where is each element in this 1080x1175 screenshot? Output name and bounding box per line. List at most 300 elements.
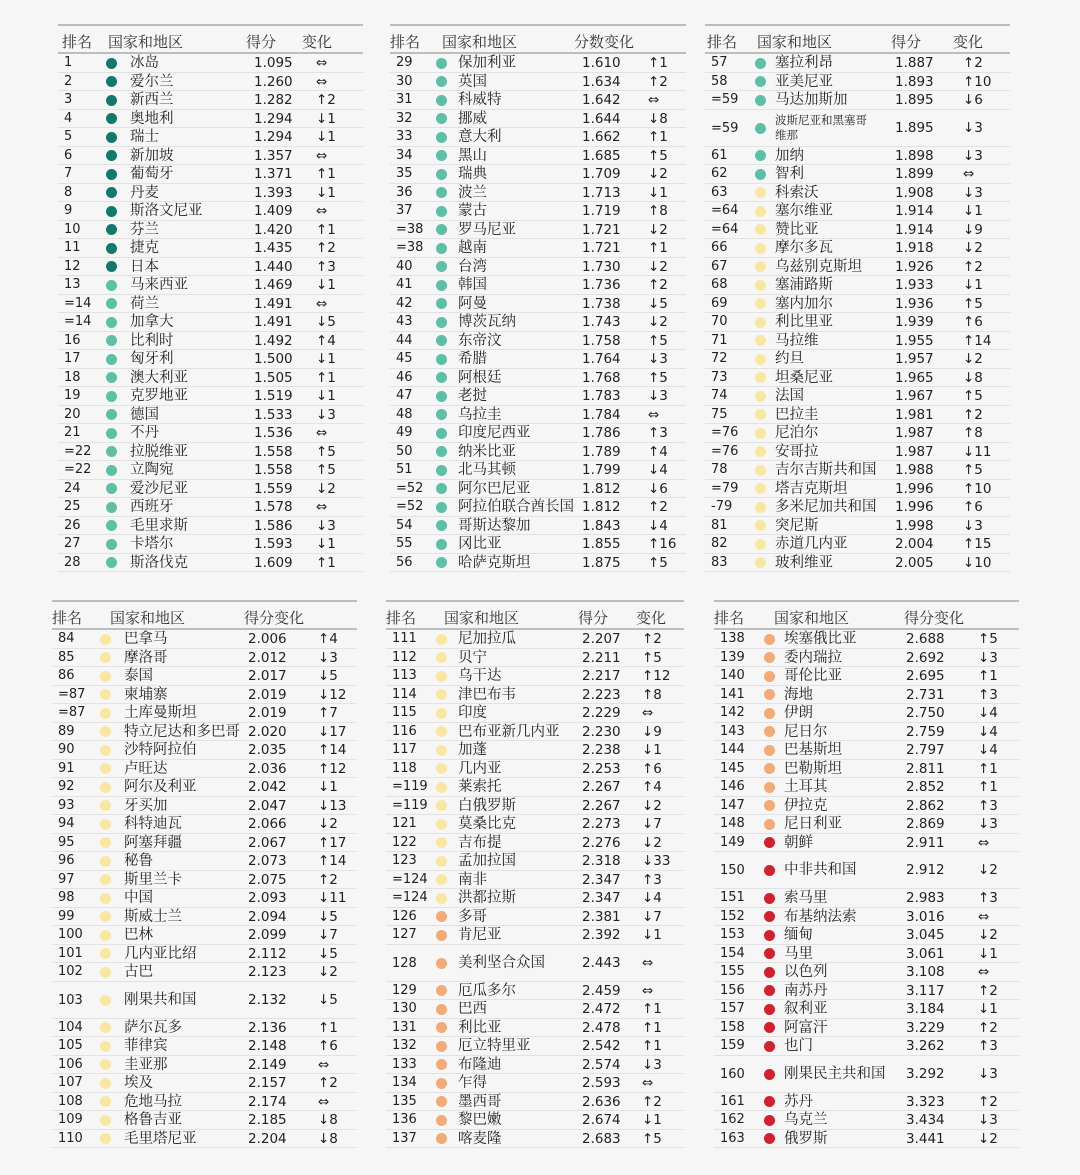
score-cell: 1.887 bbox=[895, 55, 934, 71]
score-cell: 1.491 bbox=[254, 295, 293, 312]
country-name-cell: 也门 bbox=[784, 1038, 813, 1054]
country-name-cell: 肯尼亚 bbox=[458, 927, 502, 943]
rank-cell: 7 bbox=[64, 166, 73, 181]
country-name-cell: 赞比亚 bbox=[775, 221, 819, 238]
rank-cell: 43 bbox=[396, 314, 413, 329]
table-row bbox=[714, 1000, 1019, 1019]
country-name-cell: 塞内加尔 bbox=[775, 295, 833, 312]
country-name-cell: 科特迪瓦 bbox=[124, 816, 182, 832]
country-name-cell: 老挝 bbox=[458, 388, 487, 404]
ranking-table-2 bbox=[390, 24, 686, 572]
rank-change-cell: ↓3 bbox=[963, 119, 983, 136]
score-cell: 2.207 bbox=[582, 631, 621, 647]
score-cell: 2.066 bbox=[248, 816, 287, 832]
table-row bbox=[52, 1111, 357, 1130]
rank-change-cell: ⇔ bbox=[316, 147, 328, 164]
peace-level-dot-icon bbox=[436, 169, 447, 180]
header-country: 国家和地区 bbox=[774, 609, 850, 627]
peace-level-dot-icon bbox=[436, 634, 447, 645]
table-row bbox=[390, 387, 686, 406]
rank-cell: 41 bbox=[396, 277, 413, 292]
rank-cell: =14 bbox=[64, 314, 92, 329]
peace-level-dot-icon bbox=[106, 169, 117, 180]
table-row bbox=[714, 1093, 1019, 1112]
peace-level-dot-icon bbox=[755, 335, 766, 346]
country-name-cell: 巴西 bbox=[458, 1001, 487, 1017]
country-name-cell: 斯威士兰 bbox=[124, 908, 182, 925]
table-row bbox=[386, 686, 684, 705]
table-body bbox=[52, 630, 357, 1148]
score-cell: 2.132 bbox=[248, 991, 287, 1008]
rank-change-cell: ↑1 bbox=[316, 166, 336, 182]
score-cell: 3.229 bbox=[906, 1019, 945, 1036]
country-name-cell: 尼加拉瓜 bbox=[458, 631, 516, 647]
peace-level-dot-icon bbox=[106, 58, 117, 69]
rank-change-cell: ↓3 bbox=[648, 388, 668, 404]
rank-cell: =76 bbox=[711, 425, 739, 440]
table-row bbox=[705, 461, 1010, 480]
rank-cell: 96 bbox=[58, 853, 75, 868]
peace-level-dot-icon bbox=[436, 763, 447, 774]
table-row bbox=[714, 908, 1019, 927]
country-name-cell: 德国 bbox=[130, 406, 159, 423]
peace-level-dot-icon bbox=[436, 689, 447, 700]
table-row bbox=[58, 202, 363, 221]
rank-change-cell: ↓13 bbox=[318, 797, 347, 814]
country-name-cell: 津巴布韦 bbox=[458, 686, 516, 703]
country-name-cell: 捷克 bbox=[130, 240, 159, 256]
score-cell: 1.721 bbox=[582, 221, 621, 238]
table-row bbox=[58, 165, 363, 184]
header-country: 国家和地区 bbox=[757, 33, 833, 51]
rank-cell: 44 bbox=[396, 332, 413, 348]
score-cell: 1.558 bbox=[254, 462, 293, 478]
rank-change-cell: ↓4 bbox=[978, 742, 998, 758]
peace-level-dot-icon bbox=[436, 745, 447, 756]
peace-level-dot-icon bbox=[100, 967, 111, 978]
rank-cell: 36 bbox=[396, 184, 413, 200]
country-name-cell: 罗马尼亚 bbox=[458, 221, 516, 238]
table-row bbox=[390, 350, 686, 369]
header-rank: 排名 bbox=[714, 609, 745, 627]
rank-change-cell: ↑1 bbox=[318, 1019, 338, 1036]
table-row bbox=[390, 258, 686, 277]
peace-level-dot-icon bbox=[436, 1133, 447, 1144]
peace-level-dot-icon bbox=[436, 95, 447, 106]
country-name-cell: 新西兰 bbox=[130, 92, 174, 108]
table-row bbox=[386, 945, 684, 982]
peace-level-dot-icon bbox=[755, 187, 766, 198]
header-rank: 排名 bbox=[62, 33, 93, 51]
peace-level-dot-icon bbox=[755, 539, 766, 550]
table-row bbox=[58, 295, 363, 314]
score-cell: 2.230 bbox=[582, 723, 621, 740]
rank-cell: 126 bbox=[392, 908, 417, 924]
table-row bbox=[386, 815, 684, 834]
peace-level-dot-icon bbox=[106, 354, 117, 365]
rank-cell: 98 bbox=[58, 890, 75, 905]
rank-change-cell: ↑12 bbox=[642, 668, 671, 684]
table-row bbox=[705, 332, 1010, 351]
rank-change-cell: ↓4 bbox=[648, 517, 668, 534]
rank-cell: 17 bbox=[64, 351, 81, 366]
peace-level-dot-icon bbox=[764, 745, 775, 756]
ranking-table-4 bbox=[52, 600, 357, 1148]
rank-change-cell: ↑5 bbox=[978, 631, 998, 647]
peace-level-dot-icon bbox=[755, 391, 766, 402]
peace-level-dot-icon bbox=[436, 502, 447, 513]
score-cell: 2.347 bbox=[582, 890, 621, 906]
header-score: 得分 bbox=[891, 33, 922, 51]
score-cell: 1.440 bbox=[254, 258, 293, 275]
peace-level-dot-icon bbox=[100, 1115, 111, 1126]
rank-change-cell: ↓1 bbox=[316, 110, 336, 127]
rank-change-cell: ↑16 bbox=[648, 536, 677, 552]
peace-level-dot-icon bbox=[436, 335, 447, 346]
rank-cell: 32 bbox=[396, 110, 413, 126]
rank-change-cell: ↓8 bbox=[963, 369, 983, 386]
table-body bbox=[714, 630, 1019, 1148]
peace-level-dot-icon bbox=[764, 1069, 775, 1080]
peace-level-dot-icon bbox=[436, 837, 447, 848]
country-name-cell: 泰国 bbox=[124, 668, 153, 684]
country-name-cell: 斯洛文尼亚 bbox=[130, 203, 203, 219]
rank-cell: 69 bbox=[711, 295, 728, 311]
peace-level-dot-icon bbox=[764, 1096, 775, 1107]
table-row bbox=[386, 871, 684, 890]
rank-cell: =14 bbox=[64, 295, 92, 311]
rank-change-cell: ↑2 bbox=[648, 73, 668, 90]
table-row bbox=[705, 276, 1010, 295]
country-name-cell: 意大利 bbox=[458, 129, 502, 145]
header-country: 国家和地区 bbox=[444, 609, 520, 627]
table-row bbox=[714, 1111, 1019, 1130]
rank-change-cell: ↑2 bbox=[648, 277, 668, 293]
header-score: 得分变化 bbox=[244, 609, 305, 627]
peace-level-dot-icon bbox=[764, 819, 775, 830]
table-row bbox=[58, 498, 363, 517]
table-row bbox=[58, 147, 363, 166]
table-row bbox=[705, 147, 1010, 166]
peace-level-dot-icon bbox=[764, 865, 775, 876]
peace-level-dot-icon bbox=[436, 317, 447, 328]
rank-cell: 29 bbox=[396, 55, 413, 70]
table-row bbox=[714, 723, 1019, 742]
country-name-cell: 亚美尼亚 bbox=[775, 73, 833, 90]
rank-cell: 141 bbox=[720, 686, 745, 702]
header-score: 得分变化 bbox=[904, 609, 965, 627]
score-cell: 1.371 bbox=[254, 166, 293, 182]
table-row bbox=[58, 554, 363, 573]
rank-change-cell: ↓1 bbox=[642, 742, 662, 758]
peace-level-dot-icon bbox=[106, 113, 117, 124]
rank-change-cell: ↑4 bbox=[316, 332, 336, 349]
peace-level-dot-icon bbox=[764, 911, 775, 922]
rank-cell: 158 bbox=[720, 1019, 745, 1035]
score-cell: 1.758 bbox=[582, 332, 621, 349]
peace-level-dot-icon bbox=[764, 967, 775, 978]
rank-cell: 12 bbox=[64, 258, 81, 274]
peace-level-dot-icon bbox=[436, 150, 447, 161]
score-cell: 2.692 bbox=[906, 649, 945, 666]
score-cell: 2.695 bbox=[906, 668, 945, 684]
rank-cell: 107 bbox=[58, 1075, 83, 1090]
table-row bbox=[386, 889, 684, 908]
peace-level-dot-icon bbox=[436, 1022, 447, 1033]
peace-level-dot-icon bbox=[755, 465, 766, 476]
rank-cell: 33 bbox=[396, 129, 413, 144]
country-name-cell: 牙买加 bbox=[124, 797, 168, 814]
country-name-cell: 黎巴嫩 bbox=[458, 1112, 502, 1128]
rank-cell: 136 bbox=[392, 1112, 417, 1127]
table-row bbox=[52, 1056, 357, 1075]
rank-cell: 16 bbox=[64, 332, 81, 348]
rank-cell: 111 bbox=[392, 631, 417, 646]
table-row bbox=[52, 760, 357, 779]
score-cell: 1.294 bbox=[254, 110, 293, 127]
country-name-cell: 黑山 bbox=[458, 147, 487, 164]
peace-level-dot-icon bbox=[436, 958, 447, 969]
rank-cell: =59 bbox=[711, 120, 739, 136]
peace-level-dot-icon bbox=[755, 409, 766, 420]
peace-level-dot-icon bbox=[100, 856, 111, 867]
table-row bbox=[52, 630, 357, 649]
peace-level-dot-icon bbox=[436, 58, 447, 69]
table-row bbox=[390, 128, 686, 147]
peace-level-dot-icon bbox=[106, 539, 117, 550]
peace-level-dot-icon bbox=[106, 261, 117, 272]
table-row bbox=[58, 480, 363, 499]
score-cell: 1.738 bbox=[582, 295, 621, 312]
score-cell: 2.472 bbox=[582, 1001, 621, 1017]
score-cell: 1.895 bbox=[895, 92, 934, 108]
rank-cell: 72 bbox=[711, 351, 728, 366]
rank-cell: 71 bbox=[711, 332, 728, 348]
country-name-cell: 挪威 bbox=[458, 110, 487, 127]
rank-cell: 143 bbox=[720, 723, 745, 739]
table-row bbox=[705, 369, 1010, 388]
peace-level-dot-icon bbox=[100, 634, 111, 645]
table-row bbox=[58, 406, 363, 425]
peace-level-dot-icon bbox=[436, 409, 447, 420]
country-name-cell: 芬兰 bbox=[130, 221, 159, 238]
peace-level-dot-icon bbox=[764, 1133, 775, 1144]
rank-cell: 146 bbox=[720, 779, 745, 794]
country-name-cell: 孟加拉国 bbox=[458, 853, 516, 869]
country-name-cell: 爱沙尼亚 bbox=[130, 480, 188, 497]
country-name-cell: 斯里兰卡 bbox=[124, 871, 182, 888]
peace-level-dot-icon bbox=[764, 671, 775, 682]
score-cell: 1.709 bbox=[582, 166, 621, 182]
table-row bbox=[386, 926, 684, 945]
score-cell: 1.519 bbox=[254, 388, 293, 404]
table-row bbox=[390, 554, 686, 573]
score-cell: 2.811 bbox=[906, 760, 945, 777]
country-name-cell: 俄罗斯 bbox=[784, 1130, 828, 1147]
peace-level-dot-icon bbox=[100, 782, 111, 793]
score-cell: 2.073 bbox=[248, 853, 287, 869]
table-row bbox=[58, 54, 363, 73]
rank-cell: 122 bbox=[392, 834, 417, 850]
rank-cell: 18 bbox=[64, 369, 81, 385]
country-name-cell: 格鲁吉亚 bbox=[124, 1112, 182, 1128]
rank-change-cell: ⇔ bbox=[648, 406, 660, 423]
score-cell: 1.533 bbox=[254, 406, 293, 423]
rank-change-cell: ↑2 bbox=[316, 240, 336, 256]
table-row bbox=[390, 535, 686, 554]
rank-change-cell: ⇔ bbox=[316, 425, 328, 441]
rank-cell: 40 bbox=[396, 258, 413, 274]
country-name-cell: 玻利维亚 bbox=[775, 554, 833, 571]
country-name-cell: 保加利亚 bbox=[458, 55, 516, 71]
rank-cell: 118 bbox=[392, 760, 417, 776]
country-name-cell: 利比里亚 bbox=[775, 314, 833, 330]
rank-cell: =124 bbox=[392, 871, 428, 887]
rank-change-cell: ↑3 bbox=[648, 425, 668, 441]
table-row bbox=[52, 778, 357, 797]
rank-change-cell: ↓2 bbox=[642, 797, 662, 814]
score-cell: 1.898 bbox=[895, 147, 934, 164]
table-row bbox=[714, 704, 1019, 723]
rank-change-cell: ↑3 bbox=[978, 686, 998, 703]
score-cell: 1.282 bbox=[254, 92, 293, 108]
peace-level-dot-icon bbox=[100, 1022, 111, 1033]
rank-change-cell: ⇔ bbox=[978, 964, 990, 980]
rank-change-cell: ↓3 bbox=[316, 517, 336, 534]
rank-cell: 26 bbox=[64, 517, 81, 533]
peace-level-dot-icon bbox=[106, 446, 117, 457]
rank-cell: 150 bbox=[720, 863, 745, 878]
peace-level-dot-icon bbox=[100, 911, 111, 922]
country-name-cell: 墨西哥 bbox=[458, 1093, 502, 1110]
rank-cell: 110 bbox=[58, 1130, 83, 1146]
score-cell: 2.750 bbox=[906, 705, 945, 721]
score-cell: 2.042 bbox=[248, 779, 287, 795]
score-cell: 1.981 bbox=[895, 406, 934, 423]
peace-level-dot-icon bbox=[100, 726, 111, 737]
table-row bbox=[58, 258, 363, 277]
country-name-cell: 土耳其 bbox=[784, 779, 828, 795]
score-cell: 2.862 bbox=[906, 797, 945, 814]
rank-change-cell: ⇔ bbox=[642, 982, 654, 999]
rank-change-cell: ↑14 bbox=[318, 853, 347, 869]
rank-change-cell: ↑1 bbox=[316, 221, 336, 238]
peace-level-dot-icon bbox=[436, 819, 447, 830]
rank-change-cell: ⇔ bbox=[642, 954, 654, 971]
rank-cell: 45 bbox=[396, 351, 413, 366]
rank-change-cell: ↓33 bbox=[642, 853, 671, 869]
table-row bbox=[52, 1093, 357, 1112]
rank-change-cell: ↓6 bbox=[963, 92, 983, 108]
country-name-cell: 乌兹别克斯坦 bbox=[775, 258, 862, 275]
country-name-cell: 莱索托 bbox=[458, 779, 502, 795]
peace-level-dot-icon bbox=[755, 372, 766, 383]
country-name-cell: 伊拉克 bbox=[784, 797, 828, 814]
peace-level-dot-icon bbox=[436, 874, 447, 885]
score-cell: 2.036 bbox=[248, 760, 287, 777]
rank-cell: =59 bbox=[711, 92, 739, 107]
score-cell: 2.019 bbox=[248, 686, 287, 703]
rank-cell: 50 bbox=[396, 443, 413, 459]
peace-level-dot-icon bbox=[100, 995, 111, 1006]
rank-cell: 81 bbox=[711, 517, 728, 533]
peace-level-dot-icon bbox=[755, 428, 766, 439]
peace-level-dot-icon bbox=[436, 985, 447, 996]
peace-level-dot-icon bbox=[764, 1022, 775, 1033]
score-cell: 2.478 bbox=[582, 1019, 621, 1036]
rank-cell: 131 bbox=[392, 1019, 417, 1035]
table-row bbox=[390, 461, 686, 480]
table-row bbox=[390, 147, 686, 166]
rank-change-cell: ↑5 bbox=[316, 443, 336, 460]
country-name-cell: 朝鲜 bbox=[784, 834, 813, 851]
rank-change-cell: ↓2 bbox=[648, 314, 668, 330]
table-row bbox=[386, 1037, 684, 1056]
rank-cell: 155 bbox=[720, 964, 745, 979]
peace-level-dot-icon bbox=[755, 446, 766, 457]
peace-level-dot-icon bbox=[436, 539, 447, 550]
country-name-cell: 特立尼达和多巴哥 bbox=[124, 723, 240, 740]
score-cell: 1.491 bbox=[254, 314, 293, 330]
table-row bbox=[390, 73, 686, 92]
peace-level-dot-icon bbox=[755, 317, 766, 328]
table-row bbox=[386, 1111, 684, 1130]
rank-change-cell: ↓3 bbox=[978, 649, 998, 666]
score-cell: 2.006 bbox=[248, 631, 287, 647]
country-name-cell: 印度 bbox=[458, 705, 487, 721]
rank-cell: =52 bbox=[396, 499, 424, 514]
rank-cell: 27 bbox=[64, 536, 81, 551]
rank-change-cell: ↑8 bbox=[963, 425, 983, 441]
score-cell: 1.294 bbox=[254, 129, 293, 145]
rank-cell: 127 bbox=[392, 927, 417, 942]
country-name-cell: 喀麦隆 bbox=[458, 1130, 502, 1147]
rank-cell: 31 bbox=[396, 92, 413, 107]
peace-level-dot-icon bbox=[106, 317, 117, 328]
score-cell: 1.784 bbox=[582, 406, 621, 423]
score-cell: 2.911 bbox=[906, 834, 945, 851]
peace-level-dot-icon bbox=[764, 708, 775, 719]
rank-change-cell: ⇔ bbox=[978, 908, 990, 925]
rank-cell: 163 bbox=[720, 1130, 745, 1146]
peace-level-dot-icon bbox=[436, 261, 447, 272]
peace-level-dot-icon bbox=[755, 243, 766, 254]
rank-change-cell: ↓8 bbox=[648, 110, 668, 127]
table-row bbox=[705, 91, 1010, 110]
table-row bbox=[58, 443, 363, 462]
table-row bbox=[705, 221, 1010, 240]
table-row bbox=[705, 443, 1010, 462]
rank-cell: 4 bbox=[64, 110, 73, 126]
rank-change-cell: ↓3 bbox=[963, 147, 983, 164]
rank-cell: 21 bbox=[64, 425, 81, 440]
score-cell: 1.536 bbox=[254, 425, 293, 441]
country-name-cell: 中非共和国 bbox=[784, 862, 857, 878]
header-change: 变化 bbox=[302, 33, 333, 51]
table-row bbox=[705, 406, 1010, 425]
peace-level-dot-icon bbox=[100, 763, 111, 774]
score-cell: 1.721 bbox=[582, 240, 621, 256]
table-row bbox=[705, 239, 1010, 258]
country-name-cell: 几内亚比绍 bbox=[124, 945, 197, 962]
rank-cell: 134 bbox=[392, 1075, 417, 1090]
header-score: 分数变化 bbox=[574, 33, 635, 51]
country-name-cell: 洪都拉斯 bbox=[458, 890, 516, 906]
table-row bbox=[386, 667, 684, 686]
rank-change-cell: ↓7 bbox=[642, 908, 662, 925]
table-row bbox=[58, 239, 363, 258]
country-name-cell: 荷兰 bbox=[130, 295, 159, 312]
